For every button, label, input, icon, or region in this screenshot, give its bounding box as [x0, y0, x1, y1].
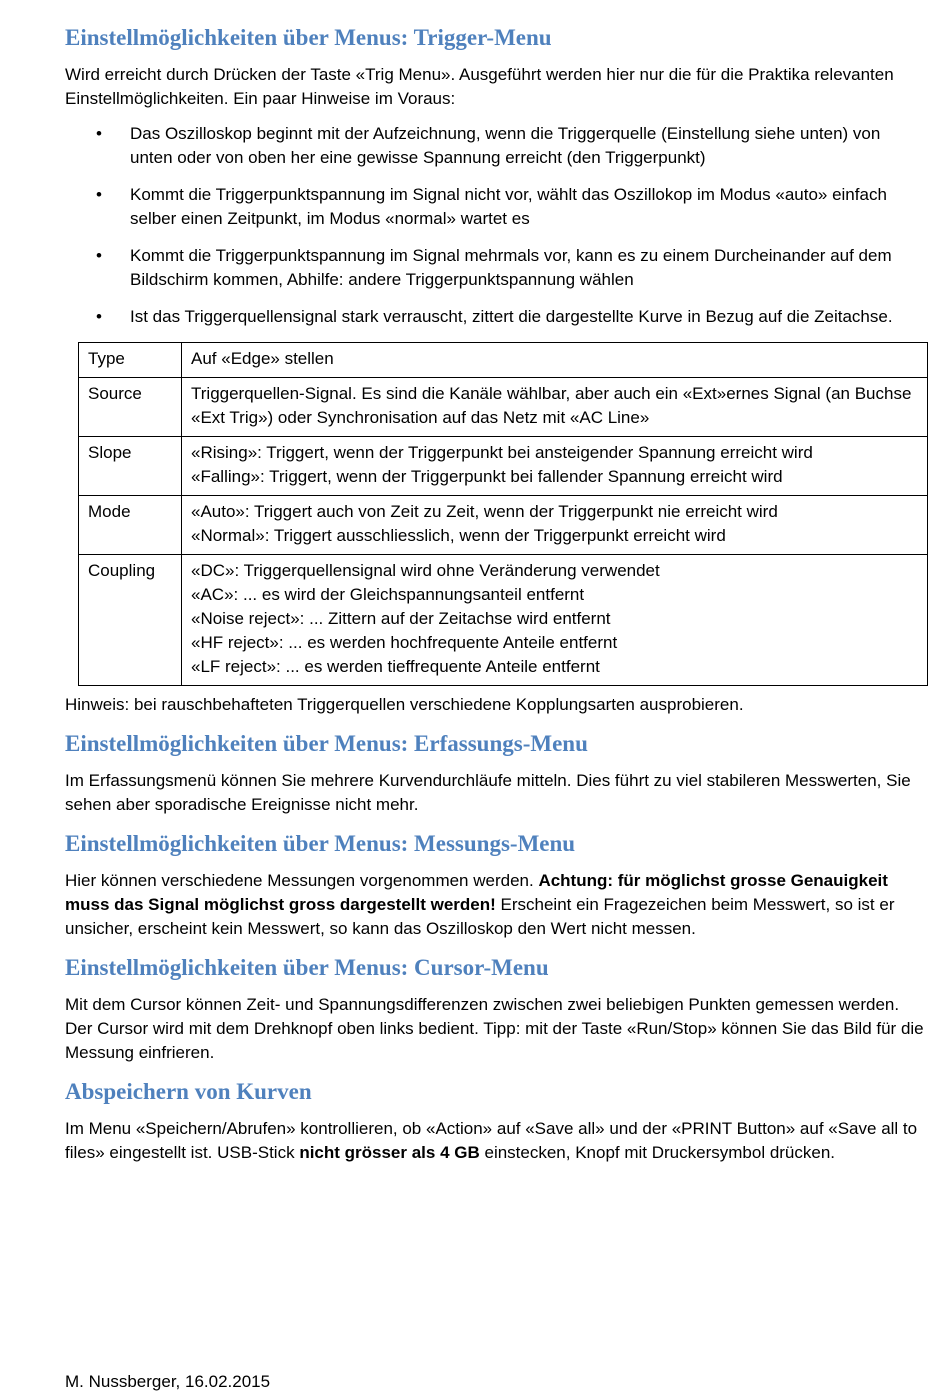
trigger-hints-list	[65, 122, 927, 329]
bullet-icon: •	[96, 246, 102, 265]
cursor-text: Mit dem Cursor können Zeit- und Spannungsdifferenzen zwischen zwei beliebigen Punkten gemessen werden. Der Cursor wird mit dem Drehknopf oben links bedient. Tipp: mit der Taste «Run/Stop» können Sie das Bild für die Messung einfrieren.	[65, 995, 924, 1062]
table-key-cell: Source	[79, 378, 182, 437]
table-line: «HF reject»: ... es werden hochfrequente Anteile entfernt	[191, 633, 618, 652]
bullet-icon: •	[96, 185, 102, 204]
list-item-text: Kommt die Triggerpunktspannung im Signal mehrmals vor, kann es zu einem Durcheinander auf dem Bildschirm kommen, Abhilfe: andere Triggerpunktspannung wählen	[130, 246, 892, 289]
table-key-cell: Coupling	[79, 555, 182, 686]
erfassungs-text: Im Erfassungsmenü können Sie mehrere Kurvendurchläufe mitteln. Dies führt zu viel stabileren Messwerten, Sie sehen aber sporadische Ereignisse nicht mehr.	[65, 771, 911, 814]
abspeichern-text	[65, 1117, 927, 1165]
list-item-text: Kommt die Triggerpunktspannung im Signal nicht vor, wählt das Oszillokop im Modus «auto» einfach selber einen Zeitpunkt, im Modus «normal» wartet es	[130, 185, 887, 228]
table-value-cell	[182, 437, 928, 496]
table-value-cell	[182, 496, 928, 555]
table-value-cell	[182, 343, 928, 378]
heading-erfassungs-menu: Einstellmöglichkeiten über Menus: Erfassungs-Menu	[65, 731, 588, 756]
messungs-warning: Achtung: für möglichst grosse Genauigkeit muss das Signal möglichst gross dargestellt werden!	[65, 871, 888, 914]
table-row	[79, 378, 928, 437]
table-row	[79, 437, 928, 496]
table-value-cell	[182, 555, 928, 686]
table-line: «Falling»: Triggert, wenn der Triggerpunkt bei fallender Spannung erreicht wird	[191, 467, 783, 486]
table-row	[79, 343, 928, 378]
table-line: «Noise reject»: ... Zittern auf der Zeitachse wird entfernt	[191, 609, 611, 628]
list-item	[65, 122, 927, 170]
heading-cursor-menu: Einstellmöglichkeiten über Menus: Cursor-Menu	[65, 955, 549, 980]
messungs-text-part: Erscheint ein Fragezeichen beim Messwert, so ist er unsicher, erscheint kein Messwert, so kann das Oszilloskop den Wert nicht messen.	[65, 895, 895, 938]
table-line: «LF reject»: ... es werden tieffrequente Anteile entfernt	[191, 657, 600, 676]
bullet-icon: •	[96, 124, 102, 143]
footer-author-date: M. Nussberger, 16.02.2015	[65, 1372, 271, 1391]
list-item	[65, 244, 927, 292]
abspeichern-text-part: einstecken, Knopf mit Druckersymbol drücken.	[479, 1143, 836, 1162]
table-value-cell	[182, 378, 928, 437]
table-line: Auf «Edge» stellen	[191, 349, 334, 368]
table-line: Triggerquellen-Signal. Es sind die Kanäle wählbar, aber auch ein «Ext»ernes Signal (an Buchse «Ext Trig») oder Synchronisation auf das Netz mit «AC Line»	[191, 384, 912, 427]
document-page	[65, 22, 927, 1177]
table-line: «AC»: ... es wird der Gleichspannungsanteil entfernt	[191, 585, 585, 604]
list-item-text: Ist das Triggerquellensignal stark verrauscht, zittert die dargestellte Kurve in Bezug auf die Zeitachse.	[130, 307, 893, 326]
heading-trigger-menu: Einstellmöglichkeiten über Menus: Trigger-Menu	[65, 25, 552, 50]
trigger-intro: Wird erreicht durch Drücken der Taste «Trig Menu». Ausgeführt werden hier nur die für die Praktika relevanten Einstellmöglichkeiten. Ein paar Hinweise im Voraus:	[65, 65, 894, 108]
list-item-text: Das Oszilloskop beginnt mit der Aufzeichnung, wenn die Triggerquelle (Einstellung siehe unten) von unten oder von oben her eine gewisse Spannung erreicht (den Triggerpunkt)	[130, 124, 881, 167]
list-item	[65, 305, 927, 329]
messungs-text-part: Hier können verschiedene Messungen vorgenommen werden.	[65, 871, 539, 890]
bullet-icon: •	[96, 307, 102, 326]
abspeichern-warning: nicht grösser als 4 GB	[299, 1143, 480, 1162]
table-key-cell: Type	[79, 343, 182, 378]
table-line: «Auto»: Triggert auch von Zeit zu Zeit, wenn der Triggerpunkt nie erreicht wird	[191, 502, 778, 521]
table-line: «Normal»: Triggert ausschliesslich, wenn der Triggerpunkt erreicht wird	[191, 526, 726, 545]
heading-abspeichern: Abspeichern von Kurven	[65, 1079, 312, 1104]
table-line: «DC»: Triggerquellensignal wird ohne Veränderung verwendet	[191, 561, 660, 580]
table-key-cell: Mode	[79, 496, 182, 555]
table-line: «Rising»: Triggert, wenn der Triggerpunkt bei ansteigender Spannung erreicht wird	[191, 443, 813, 462]
list-item	[65, 183, 927, 231]
messungs-text	[65, 869, 927, 941]
trigger-settings-table	[78, 342, 928, 686]
table-row	[79, 496, 928, 555]
heading-messungs-menu: Einstellmöglichkeiten über Menus: Messungs-Menu	[65, 831, 576, 856]
trigger-note: Hinweis: bei rauschbehafteten Triggerquellen verschiedene Kopplungsarten ausprobieren.	[65, 695, 744, 714]
table-key-cell: Slope	[79, 437, 182, 496]
abspeichern-text-part: Im Menu «Speichern/Abrufen» kontrollieren, ob «Action» auf «Save all» und der «PRINT Button» auf «Save all to files» eingestellt ist. USB-Stick	[65, 1119, 918, 1162]
table-row	[79, 555, 928, 686]
